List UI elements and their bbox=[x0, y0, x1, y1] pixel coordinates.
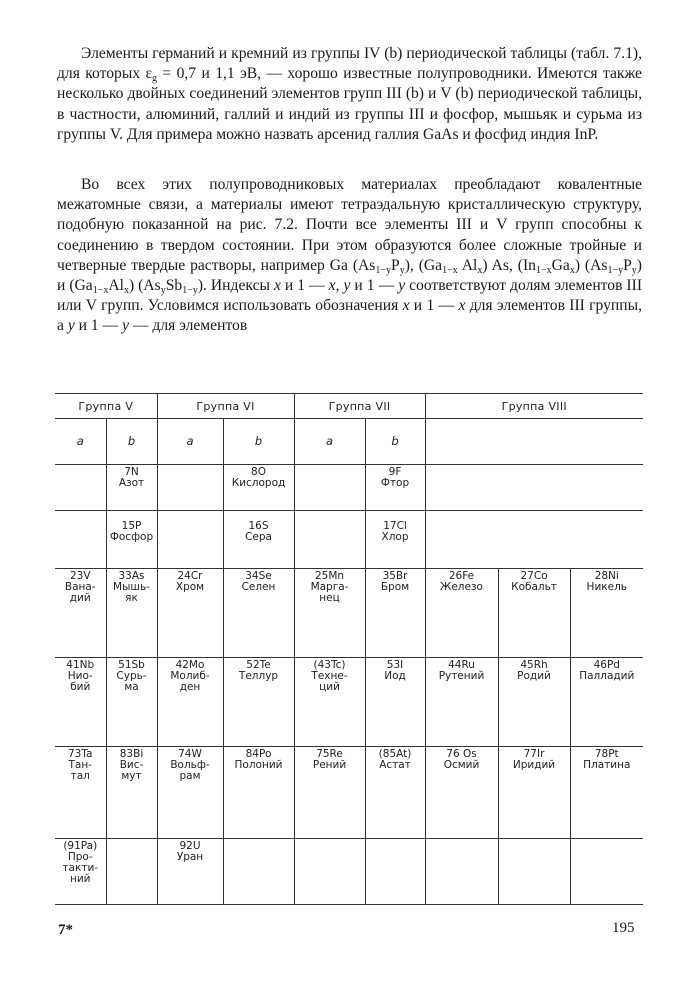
element-cell-Co: 27Co Кобальт bbox=[498, 568, 570, 657]
element-cell-P: 15P Фосфор bbox=[106, 510, 157, 568]
empty-cell bbox=[425, 838, 498, 904]
element-cell-Cr: 24Cr Хром bbox=[157, 568, 223, 657]
empty-cell bbox=[106, 838, 157, 904]
element-cell-Ta: 73Ta Тан- тал bbox=[55, 747, 106, 838]
group-v-header: Группа V bbox=[55, 394, 157, 419]
element-cell-Ir: 77Ir Иридий bbox=[498, 747, 570, 838]
empty-cell bbox=[425, 510, 643, 568]
group-vii-header: Группа VII bbox=[294, 394, 425, 419]
paragraph-2: Во всех этих полупроводниковых материалах преобладают ковалентные межатомные связи, а материалы имеют тетраэдальную кристаллическую структуру, подобную показанной на рис. 7.2. Почти все элементы III и V групп способны к соединению в твердом состоянии. При этом образуются более сложные тройные и четверные твердые растворы, например Ga $(As_{1-y}P_y)$, ($Ga_{1-x}$ $Al_x$) As, $(In_{1-x}Ga_x)$ $(As_{1-y}P_y)$ и $(Ga_{1-x}Al_x)$ $(As_ySb_{1-y})$. Индексы x и 1 — x, y и 1 — y соответствуют долям элементов III или V групп. Условимся использовать обозначения x и 1 — x для элементов III группы, а y и 1 — y — для элементов bbox=[57, 176, 643, 335]
empty-cell bbox=[157, 465, 223, 511]
element-cell-Se: 34Se Селен bbox=[223, 568, 294, 657]
element-cell-W: 74W Вольф- рам bbox=[157, 747, 223, 838]
element-cell-Ni: 28Ni Никель bbox=[570, 568, 643, 657]
element-cell-U: 92U Уран bbox=[157, 838, 223, 904]
element-cell-Pt: 78Pt Платина bbox=[570, 747, 643, 838]
element-cell-Tc: (43Tc) Техне- ций bbox=[294, 658, 365, 747]
subgroup-header-empty bbox=[425, 419, 643, 465]
element-cell-V: 23V Вана- дий bbox=[55, 568, 106, 657]
element-cell-Nb: 41Nb Нио- бий bbox=[55, 658, 106, 747]
subgroup-header: b bbox=[365, 419, 425, 465]
element-cell-Pa: (91Pa) Про- такти- ний bbox=[55, 838, 106, 904]
subgroup-header: a bbox=[294, 419, 365, 465]
element-cell-F: 9F Фтор bbox=[365, 465, 425, 511]
subgroup-header: a bbox=[157, 419, 223, 465]
element-cell-Te: 52Te Теллур bbox=[223, 658, 294, 747]
element-cell-I: 53I Иод bbox=[365, 658, 425, 747]
element-cell-N: 7N Азот bbox=[106, 465, 157, 511]
element-cell-Mo: 42Mo Молиб- ден bbox=[157, 658, 223, 747]
element-cell-Re: 75Re Рений bbox=[294, 747, 365, 838]
empty-cell bbox=[425, 465, 643, 511]
empty-cell bbox=[498, 838, 570, 904]
element-cell-Os: 76 Os Осмий bbox=[425, 747, 498, 838]
element-cell-Cl: 17Cl Хлор bbox=[365, 510, 425, 568]
element-cell-O: 8O Кислород bbox=[223, 465, 294, 511]
element-cell-As: 33As Мышь- як bbox=[106, 568, 157, 657]
empty-cell bbox=[294, 510, 365, 568]
empty-cell bbox=[294, 838, 365, 904]
element-cell-Sb: 51Sb Сурь- ма bbox=[106, 658, 157, 747]
element-cell-Rh: 45Rh Родий bbox=[498, 658, 570, 747]
empty-cell bbox=[223, 838, 294, 904]
empty-cell bbox=[570, 838, 643, 904]
element-cell-Ru: 44Ru Рутений bbox=[425, 658, 498, 747]
paragraph-1: Элементы германий и кремний из группы IV (b) периодической таблицы (табл. 7.1), для которых $\varepsilon_g = 0,7$ и 1,1 эВ, — хорошо известные полупроводники. Имеются также несколько двойных соединений элементов групп III (b) и V (b) периодической таблицы, в частности, алюминий, галлий и индий из группы III и фосфор, мышьяк и сурьма из группы V. Для примера можно назвать арсенид галлия GaAs и фосфид индия InP. bbox=[57, 45, 642, 143]
empty-cell bbox=[55, 510, 106, 568]
subgroup-header: b bbox=[106, 419, 157, 465]
element-cell-Bi: 83Bi Вис- мут bbox=[106, 747, 157, 838]
subgroup-header: a bbox=[55, 419, 106, 465]
periodic-table-fragment bbox=[55, 393, 643, 905]
group-viii-header: Группа VIII bbox=[425, 394, 643, 419]
element-cell-Mn: 25Mn Марга- нец bbox=[294, 568, 365, 657]
element-cell-At: (85At) Астат bbox=[365, 747, 425, 838]
element-cell-Fe: 26Fe Железо bbox=[425, 568, 498, 657]
group-vi-header: Группа VI bbox=[157, 394, 294, 419]
subgroup-header: b bbox=[223, 419, 294, 465]
page-number: 195 bbox=[612, 920, 635, 936]
signature-mark: 7* bbox=[58, 922, 73, 938]
empty-cell bbox=[294, 465, 365, 511]
empty-cell bbox=[157, 510, 223, 568]
element-cell-Pd: 46Pd Палладий bbox=[570, 658, 643, 747]
empty-cell bbox=[55, 465, 106, 511]
empty-cell bbox=[365, 838, 425, 904]
element-cell-S: 16S Сера bbox=[223, 510, 294, 568]
element-cell-Br: 35Br Бром bbox=[365, 568, 425, 657]
element-cell-Po: 84Po Полоний bbox=[223, 747, 294, 838]
